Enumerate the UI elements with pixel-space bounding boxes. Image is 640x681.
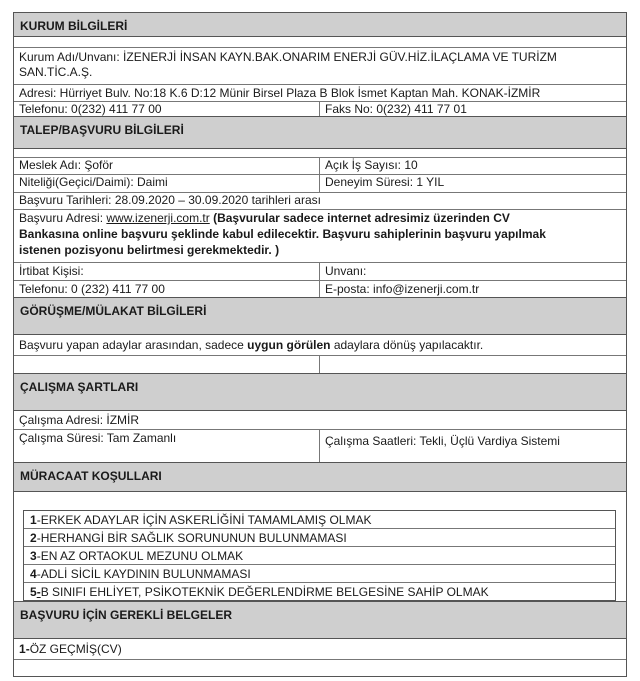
muracaat-list — [23, 510, 616, 601]
item-text: HERHANGİ BİR SAĞLIK SORUNUNUN BULUNMAMASI — [40, 531, 347, 545]
job-posting-form — [13, 12, 627, 677]
list-item — [24, 529, 615, 547]
basvuru-note: (Başvurular sadece internet adresimiz üzerinden CV — [213, 211, 510, 225]
irtibat-kisisi: İrtibat Kişisi: — [19, 264, 84, 278]
list-item — [24, 583, 615, 601]
item-number: 2 — [30, 531, 37, 545]
talep-telefon: Telefonu: 0 (232) 411 77 00 — [19, 282, 165, 296]
item-sep: - — [36, 513, 41, 527]
calisma-suresi: Çalışma Süresi: Tam Zamanlı — [19, 431, 177, 445]
acik-is-sayisi: Açık İş Sayısı: 10 — [325, 158, 418, 172]
item-text: ADLİ SİCİL KAYDININ BULUNMAMASI — [40, 567, 251, 581]
basvuru-adresi — [19, 211, 510, 226]
list-item — [24, 547, 615, 565]
kurum-adi: Kurum Adı/Unvanı: İZENERJİ İNSAN KAYN.BAK.ONARIM ENERJİ GÜV.HİZ.İLAÇLAMA VE TURİZM — [19, 50, 557, 64]
item-sep: - — [36, 549, 41, 563]
list-item — [19, 642, 122, 657]
gorusme-text — [19, 338, 483, 353]
gorusme-text-b: adaylara dönüş yapılacaktır. — [330, 338, 484, 352]
basvuru-note-line3: istenen pozisyonu belirtmesi gerekmektedir. ) — [19, 243, 280, 257]
calisma-saatleri: Çalışma Saatleri: Tekli, Üçlü Vardiya Sistemi — [325, 434, 560, 448]
list-item — [24, 565, 615, 583]
item-sep: - — [25, 642, 30, 656]
item-text: ÖZ GEÇMİŞ(CV) — [29, 642, 122, 656]
niteligi: Niteliği(Geçici/Daimi): Daimi — [19, 175, 168, 189]
basvuru-tarihleri: Başvuru Tarihleri: 28.09.2020 – 30.09.2020 tarihleri arası — [19, 193, 321, 207]
basvuru-note-line2: Bankasına online başvuru şeklinde kabul edilecektir. Başvuru sahiplerinin başvuru yapılmak — [19, 227, 546, 241]
kurum-telefon: Telefonu: 0(232) 411 77 00 — [19, 102, 162, 116]
item-text: ERKEK ADAYLAR İÇİN ASKERLİĞİNİ TAMAMLAMIŞ OLMAK — [40, 513, 372, 527]
website-link[interactable]: www.izenerji.com.tr — [106, 211, 210, 225]
item-number: 1 — [30, 513, 37, 527]
item-text: B SINIFI EHLİYET, PSİKOTEKNİK DEĞERLENDİRME BELGESİNE SAHİP OLMAK — [40, 585, 489, 599]
basvuru-adresi-label: Başvuru Adresi: — [19, 211, 104, 225]
item-sep: - — [36, 585, 41, 599]
meslek-adi: Meslek Adı: Şoför — [19, 158, 114, 172]
list-item — [24, 511, 615, 529]
kurum-faks: Faks No: 0(232) 411 77 01 — [325, 102, 467, 116]
item-text: EN AZ ORTAOKUL MEZUNU OLMAK — [40, 549, 244, 563]
section-header-gorusme: GÖRÜŞME/MÜLAKAT BİLGİLERİ — [14, 297, 626, 335]
unvani: Unvanı: — [325, 264, 367, 278]
kurum-adres: Adresi: Hürriyet Bulv. No:18 K.6 D:12 Münir Birsel Plaza B Blok İsmet Kaptan Mah. KONAK-İZMİR — [19, 86, 541, 100]
section-header-belgeler: BAŞVURU İÇİN GEREKLİ BELGELER — [14, 601, 626, 639]
section-header-talep: TALEP/BAŞVURU BİLGİLERİ — [14, 116, 626, 149]
calisma-adresi: Çalışma Adresi: İZMİR — [19, 413, 140, 427]
item-number: 5 — [30, 585, 37, 599]
item-number: 1 — [19, 642, 26, 656]
section-header-kurum: KURUM BİLGİLERİ — [14, 13, 626, 37]
item-sep: - — [36, 531, 41, 545]
gorusme-text-bold: uygun görülen — [247, 338, 331, 352]
item-sep: - — [36, 567, 41, 581]
item-number: 3 — [30, 549, 37, 563]
section-header-calisma: ÇALIŞMA ŞARTLARI — [14, 373, 626, 411]
section-header-muracaat: MÜRACAAT KOŞULLARI — [14, 462, 626, 492]
kurum-adi-cont: SAN.TİC.A.Ş. — [19, 65, 93, 79]
talep-eposta: E-posta: info@izenerji.com.tr — [325, 282, 480, 296]
item-number: 4 — [30, 567, 37, 581]
gorusme-text-a: Başvuru yapan adaylar arasından, sadece — [19, 338, 248, 352]
deneyim-suresi: Deneyim Süresi: 1 YIL — [325, 175, 445, 189]
